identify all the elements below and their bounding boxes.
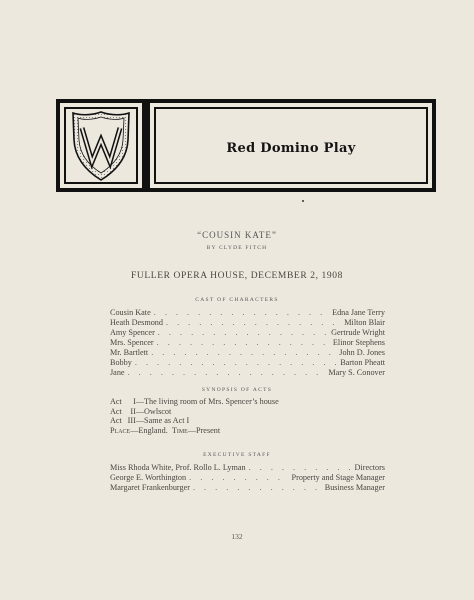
play-title: “COUSIN KATE” (197, 230, 277, 240)
act-line: Act II—Owlscot (110, 406, 172, 416)
ink-speck (302, 200, 304, 202)
venue-line: FULLER OPERA HOUSE, DECEMBER 2, 1908 (131, 271, 343, 281)
cast-row: Heath Desmond . . . Milton Blair (110, 318, 385, 328)
cast-row: Cousin Kate . . . Edna Jane Terry (110, 308, 385, 318)
act-line: Act III—Same as Act I (110, 416, 190, 425)
place-time-line: Place—England. Time—Present (110, 425, 221, 435)
staff-row: Miss Rhoda White, Prof. Rollo L. Lyman . . . Directors (110, 463, 385, 473)
staff-row: Margaret Frankenburger . . . Business Manager (110, 483, 385, 493)
page-number: 132 (231, 532, 243, 541)
cast-row: Mrs. Spencer . . . Elinor Stephens (110, 338, 385, 348)
staff-row: George E. Worthington . . . Property and Stage Manager (110, 473, 385, 483)
cast-row: Bobby . . . Barton Pheatt (110, 358, 385, 368)
cast-row: Jane . . . Mary S. Conover (110, 368, 385, 378)
cast-heading: CAST OF CHARACTERS (195, 297, 279, 303)
act-line: Act I—The living room of Mrs. Spencer’s house (110, 397, 279, 406)
cast-list (110, 308, 385, 378)
emblem-panel (60, 103, 142, 188)
title-panel (150, 103, 432, 188)
play-byline: BY CLYDE FITCH (206, 245, 268, 251)
banner-title: Red Domino Play (226, 141, 356, 156)
cast-row: Mr. Bartlett . . . John D. Jones (110, 348, 385, 358)
synopsis-heading: SYNOPSIS OF ACTS (201, 387, 273, 393)
header-banner (56, 99, 436, 192)
staff-heading: EXECUTIVE STAFF (203, 452, 271, 458)
synopsis-list (110, 397, 385, 435)
cast-row: Amy Spencer . . . Gertrude Wright (110, 328, 385, 338)
shield-icon (70, 110, 132, 182)
staff-list (110, 463, 385, 493)
